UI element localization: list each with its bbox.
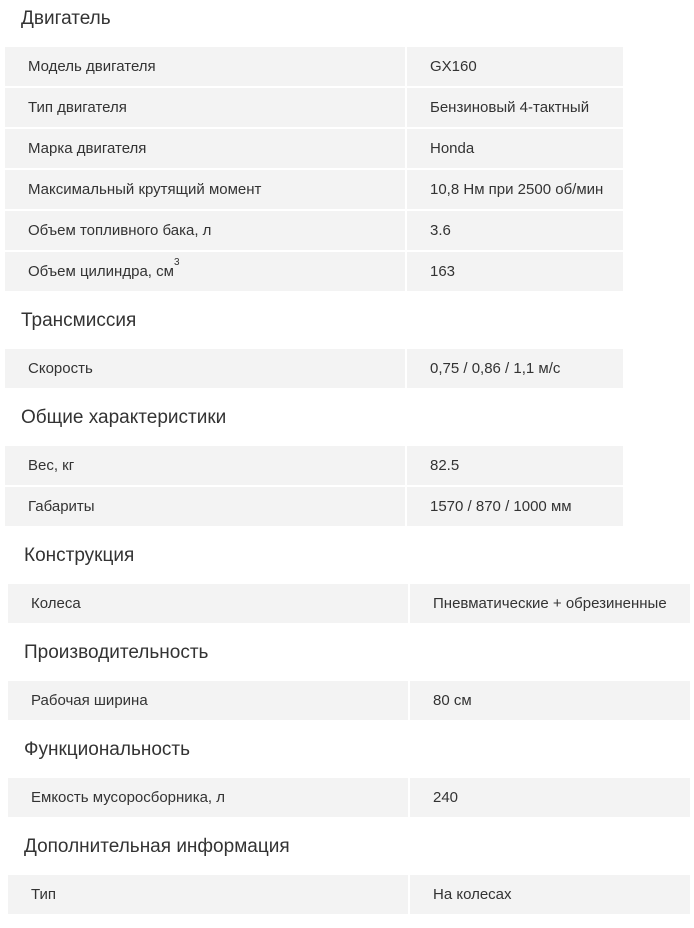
spec-label: Модель двигателя [5, 47, 405, 86]
spec-label: Габариты [5, 487, 405, 526]
spec-label: Объем топливного бака, л [5, 211, 405, 250]
spec-value: 82.5 [407, 446, 623, 485]
section-title: Конструкция [24, 545, 135, 566]
spec-label: Скорость [5, 349, 405, 388]
spec-value: 240 [410, 778, 690, 817]
spec-value: На колесах [410, 875, 690, 914]
section-title: Двигатель [21, 8, 111, 29]
spec-label: Тип двигателя [5, 88, 405, 127]
spec-label: Емкость мусоросборника, л [8, 778, 408, 817]
superscript: 3 [173, 257, 180, 268]
spec-value: 0,75 / 0,86 / 1,1 м/с [407, 349, 623, 388]
spec-label-text: Объем цилиндра, см [28, 263, 174, 280]
spec-value: 3.6 [407, 211, 623, 250]
spec-label: Тип [8, 875, 408, 914]
spec-label: Рабочая ширина [8, 681, 408, 720]
section-title: Функциональность [24, 739, 191, 760]
spec-value: 80 см [410, 681, 690, 720]
spec-value: GX160 [407, 47, 623, 86]
spec-label: Марка двигателя [5, 129, 405, 168]
spec-value: Honda [407, 129, 623, 168]
spec-value: 10,8 Нм при 2500 об/мин [407, 170, 623, 209]
section-title: Общие характеристики [21, 407, 227, 428]
spec-label: Максимальный крутящий момент [5, 170, 405, 209]
spec-value: Бензиновый 4-тактный [407, 88, 623, 127]
spec-value: Пневматические + обрезиненные [410, 584, 690, 623]
section-title: Производительность [24, 642, 209, 663]
spec-label [5, 252, 405, 291]
spec-label: Вес, кг [5, 446, 405, 485]
section-title: Трансмиссия [21, 310, 137, 331]
spec-value: 1570 / 870 / 1000 мм [407, 487, 623, 526]
section-title: Дополнительная информация [24, 836, 290, 857]
spec-value: 163 [407, 252, 623, 291]
spec-label: Колеса [8, 584, 408, 623]
